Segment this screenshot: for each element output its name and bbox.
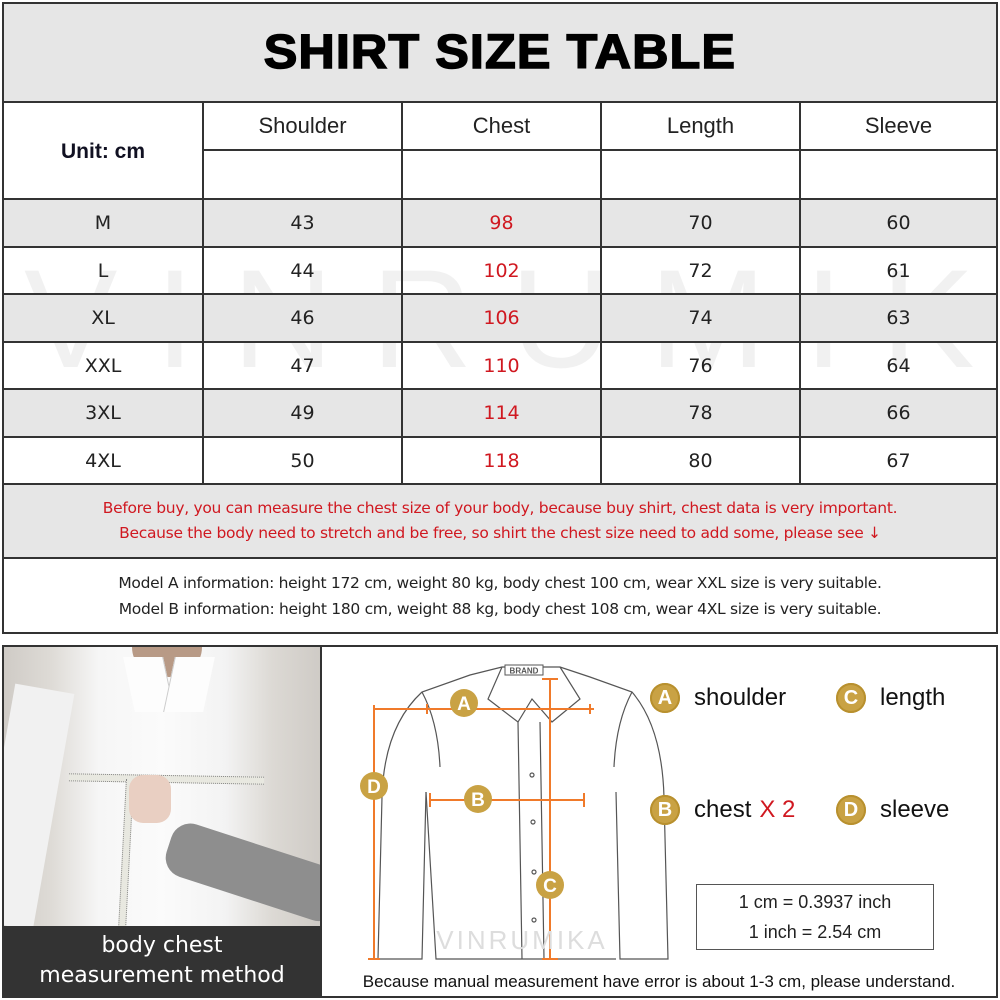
advice-line-2: Because the body need to stretch and be free, so shirt the chest size need to add some, please see ↓ [119, 524, 881, 542]
photo-caption [4, 926, 320, 996]
page-title: SHIRT SIZE TABLE [263, 26, 737, 79]
length-cell: 76 [602, 343, 801, 388]
table-row [4, 248, 996, 295]
shoulder-cell: 43 [204, 200, 403, 246]
column-header-sleeve: Sleeve [864, 113, 933, 138]
sleeve-icon [801, 151, 996, 200]
size-cell: XL [4, 295, 204, 341]
sleeve-cell: 66 [886, 402, 911, 424]
chest-cell: 118 [403, 438, 602, 483]
legend-label: shoulder [694, 684, 787, 711]
unit-label: Unit: cm [4, 103, 204, 200]
svg-text:D: D [367, 777, 381, 798]
length-cell: 74 [602, 295, 801, 341]
conversion-inch-to-cm: 1 inch = 2.54 cm [748, 922, 882, 942]
sleeve-cell: 60 [886, 212, 911, 234]
length-cell: 70 [602, 200, 801, 246]
shoulder-cell: 46 [204, 295, 403, 341]
caption-line-1: body chest [101, 933, 223, 958]
column-header-chest: Chest [403, 103, 602, 149]
size-cell: 4XL [4, 438, 204, 483]
chest-cell: 102 [403, 248, 602, 293]
table-header [4, 103, 996, 200]
model-b-info: Model B information: height 180 cm, weight 88 kg, body chest 108 cm, wear 4XL size is very suitable. [118, 600, 882, 618]
unit-conversion-box [696, 884, 934, 950]
size-cell: M [4, 200, 204, 246]
measurement-error-note: Because manual measurement have error is about 1-3 cm, please understand. [362, 972, 956, 991]
size-cell: L [4, 248, 204, 293]
chest-cell: 98 [403, 200, 602, 246]
shoulder-cell: 50 [204, 438, 403, 483]
advice-line-1: Before buy, you can measure the chest size of your body, because buy shirt, chest data is very important. [102, 499, 898, 517]
svg-text:B: B [471, 790, 485, 811]
sleeve-cell: 63 [886, 307, 911, 329]
legend-shoulder [650, 683, 786, 713]
sleeve-cell: 64 [886, 354, 911, 377]
chest-multiplier: X 2 [759, 796, 796, 823]
table-row [4, 295, 996, 343]
table-row [4, 200, 996, 248]
legend-chest [650, 795, 795, 825]
shoulder-cell: 49 [204, 390, 403, 436]
model-info [4, 560, 996, 632]
legend-label: sleeve [880, 796, 950, 823]
shoulder-icon [204, 151, 403, 200]
table-row [4, 343, 996, 390]
size-cell: XXL [4, 343, 204, 388]
caption-line-2: measurement method [39, 963, 285, 988]
chest-measurement-photo [2, 645, 322, 998]
column-headers [204, 103, 996, 151]
sleeve-cell: 61 [886, 259, 911, 282]
chest-cell: 110 [403, 343, 602, 388]
conversion-cm-to-inch: 1 cm = 0.3937 inch [738, 892, 892, 912]
length-cell: 78 [602, 390, 801, 436]
chest-icon [403, 151, 602, 200]
title-bar [4, 4, 996, 103]
svg-text:BRAND: BRAND [509, 666, 539, 676]
letter-a-icon: A [650, 683, 680, 713]
shoulder-cell: 47 [204, 343, 403, 388]
column-header-shoulder: Shoulder [204, 103, 403, 149]
table-row [4, 390, 996, 438]
legend-label: chest [694, 796, 752, 823]
photo-arm [161, 818, 322, 926]
size-cell: 3XL [4, 390, 204, 436]
shoulder-cell: 44 [204, 248, 403, 293]
letter-d-icon: D [836, 795, 866, 825]
svg-text:C: C [543, 876, 557, 897]
svg-text:A: A [457, 694, 471, 715]
shirt-measurement-diagram [322, 645, 998, 998]
chest-cell: 114 [403, 390, 602, 436]
legend-sleeve [836, 795, 949, 825]
photo-hand [129, 775, 171, 823]
svg-text:VINRUMIKA: VINRUMIKA [436, 925, 608, 955]
length-cell: 80 [602, 438, 801, 483]
column-header-length: Length [602, 103, 801, 149]
chest-advice-note [4, 485, 996, 559]
sleeve-cell: 67 [886, 449, 911, 472]
legend-length [836, 683, 945, 713]
letter-b-icon: B [650, 795, 680, 825]
photo-sleeve [2, 684, 74, 931]
size-table [2, 2, 998, 634]
length-cell: 72 [602, 248, 801, 293]
model-a-info: Model A information: height 172 cm, weight 80 kg, body chest 100 cm, wear XXL size is very suitable. [118, 574, 882, 592]
column-icon-row [204, 151, 996, 200]
letter-c-icon: C [836, 683, 866, 713]
chest-cell: 106 [403, 295, 602, 341]
table-row [4, 438, 996, 485]
length-icon [602, 151, 801, 200]
legend-label: length [880, 684, 946, 711]
